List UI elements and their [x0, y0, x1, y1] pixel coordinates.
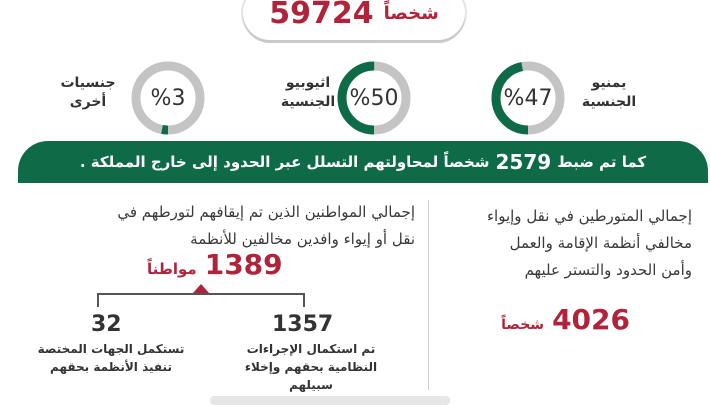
border-crossing-band	[18, 141, 708, 183]
citizens-line2: نقل أو إيواء وافدين مخالفين للأنظمة	[190, 230, 415, 248]
ring-label-other-line1: جنسيات	[60, 75, 116, 91]
transporters-line3: وأمن الحدود والتستر عليهم	[524, 261, 692, 279]
released-line2: النظامية بحقهم وإخلاء سبيلهم	[244, 360, 378, 392]
total-unit: شخصاً	[383, 2, 439, 24]
ring-label-ethiopian-line1: اثيوبيو	[285, 75, 331, 91]
bracket-tick-right	[303, 293, 305, 307]
footer-strip	[210, 396, 450, 405]
column-divider	[428, 200, 429, 390]
ring-ethiopian-value: %50	[349, 85, 399, 111]
ring-label-yemeni-line1: يمنيو	[591, 75, 627, 91]
released-line1: تم استكمال الإجراءات	[246, 342, 376, 356]
transporters-description	[442, 203, 692, 284]
pending-description	[36, 340, 186, 376]
transporters-line2: مخالفي أنظمة الإقامة والعمل	[509, 234, 692, 252]
citizens-line1: إجمالي المواطنين الذين تم إيقافهم لتورطهم في	[117, 203, 415, 221]
ring-other-value: %3	[150, 85, 186, 111]
transporters-total-value: 4026	[552, 303, 630, 336]
pending-value: 32	[91, 312, 122, 337]
bracket-arrow	[193, 284, 209, 293]
citizens-total-unit: مواطناً	[147, 260, 197, 278]
bracket-line	[97, 293, 305, 295]
citizens-total	[147, 248, 283, 281]
ring-label-ethiopian	[275, 74, 341, 112]
transporters-line1: إجمالي المتورطين في نقل وإيواء	[487, 207, 692, 225]
pending-line1: تستكمل الجهات المختصة	[37, 342, 185, 356]
citizens-split-bracket	[97, 293, 305, 307]
band-suffix: شخصاً لمحاولتهم التسلل عبر الحدود إلى خارج المملكة .	[79, 153, 490, 171]
ring-yemeni-value: %47	[503, 85, 553, 111]
citizens-total-value: 1389	[204, 248, 283, 281]
ring-ethiopian	[336, 60, 412, 136]
ring-label-yemeni-line2: الجنسية	[581, 94, 637, 110]
bracket-tick-left	[97, 293, 99, 307]
pending-line2: تنفيذ الأنظمة بحقهم	[50, 360, 172, 374]
total-value: 59724	[269, 0, 374, 31]
released-value: 1357	[272, 312, 334, 337]
ring-label-yemeni	[574, 74, 644, 112]
transporters-total	[501, 303, 630, 336]
ring-label-other-line2: أخرى	[69, 94, 107, 110]
transporters-total-unit: شخصاً	[501, 317, 545, 333]
ring-label-other	[58, 74, 118, 112]
band-prefix: كما تم ضبط	[557, 153, 647, 171]
released-description	[226, 340, 396, 394]
total-count-pill	[243, 0, 465, 40]
ring-label-ethiopian-line2: الجنسية	[280, 94, 336, 110]
ring-yemeni	[490, 60, 566, 136]
citizens-description	[20, 199, 415, 253]
band-number: 2579	[495, 150, 552, 174]
ring-other	[130, 60, 206, 136]
